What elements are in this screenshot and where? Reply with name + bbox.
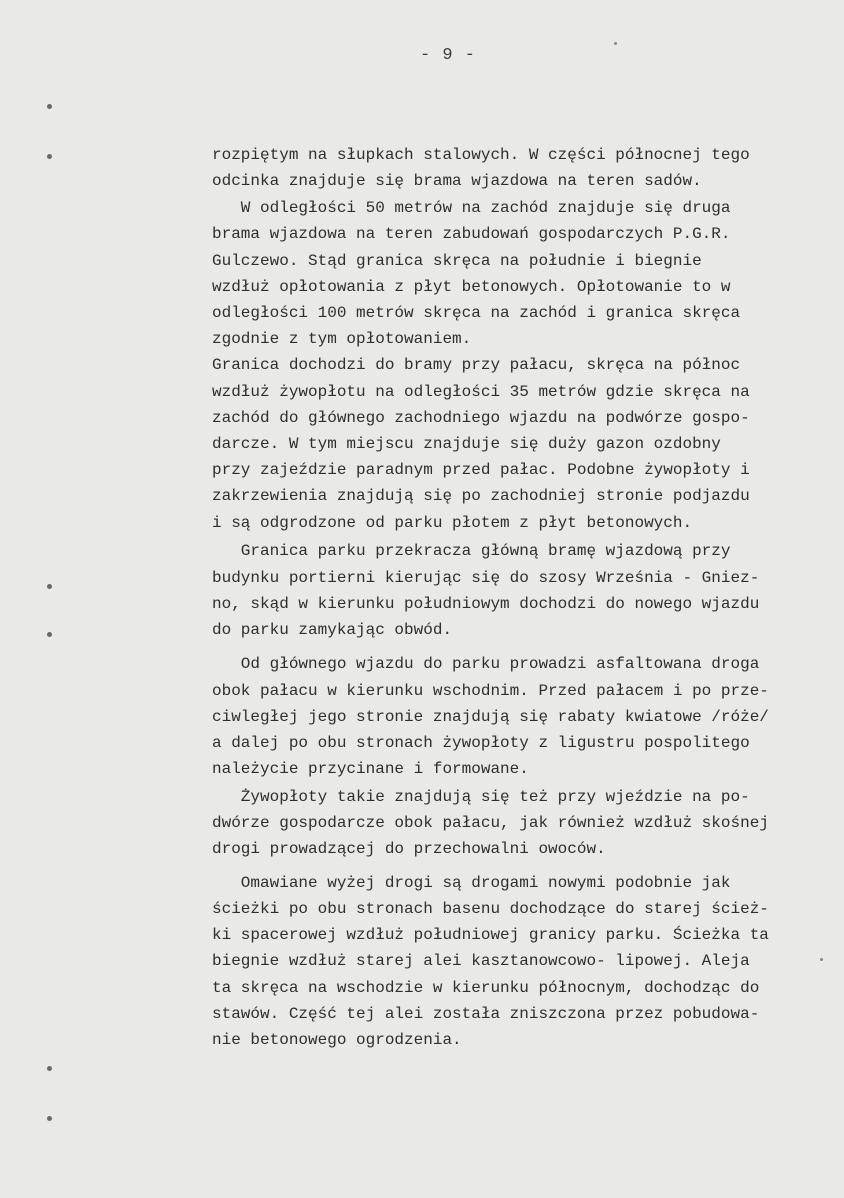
text-line: Gulczewo. Stąd granica skręca na południe i biegnie xyxy=(212,252,702,270)
text-line: budynku portierni kierując się do szosy Września - Gniez- xyxy=(212,569,760,587)
text-line: ścieżki po obu stronach basenu dochodzące do starej ścież- xyxy=(212,900,769,918)
text-line: odcinka znajduje się brama wjazdowa na teren sadów. xyxy=(212,172,702,190)
text-line: stawów. Część tej alei została zniszczona przez pobudowa- xyxy=(212,1005,760,1023)
text-line: ta skręca na wschodzie w kierunku północnym, dochodząc do xyxy=(212,979,760,997)
text-line: wzdłuż opłotowania z płyt betonowych. Opłotowanie to w xyxy=(212,278,731,296)
text-line: Omawiane wyżej drogi są drogami nowymi podobnie jak xyxy=(212,874,731,892)
binder-mark xyxy=(47,632,52,637)
text-line: Żywopłoty takie znajdują się też przy wjeździe na po- xyxy=(212,788,750,806)
text-line: nie betonowego ogrodzenia. xyxy=(212,1031,462,1049)
text-line: dwórze gospodarcze obok pałacu, jak również wzdłuż skośnej xyxy=(212,814,769,832)
text-line: odległości 100 metrów skręca na zachód i granica skręca xyxy=(212,304,741,322)
text-line: drogi prowadzącej do przechowalni owoców. xyxy=(212,840,606,858)
text-line: Granica parku przekracza główną bramę wjazdową przy xyxy=(212,542,731,560)
paper-speck xyxy=(820,958,823,961)
text-line: przy zajeździe paradnym przed pałac. Podobne żywopłoty i xyxy=(212,461,750,479)
text-line: do parku zamykając obwód. xyxy=(212,621,453,639)
text-line: i są odgrodzone od parku płotem z płyt betonowych. xyxy=(212,514,693,532)
text-line: rozpiętym na słupkach stalowych. W części północnej tego xyxy=(212,146,750,164)
text-line: wzdłuż żywopłotu na odległości 35 metrów gdzie skręca na xyxy=(212,383,750,401)
page-number: - 9 - xyxy=(420,46,477,65)
binder-mark xyxy=(47,104,52,109)
text-line: obok pałacu w kierunku wschodnim. Przed pałacem i po prze- xyxy=(212,682,769,700)
text-line: Granica dochodzi do bramy przy pałacu, skręca na północ xyxy=(212,356,741,374)
binder-mark xyxy=(47,154,52,159)
text-line: no, skąd w kierunku południowym dochodzi do nowego wjazdu xyxy=(212,595,760,613)
text-line: Od głównego wjazdu do parku prowadzi asfaltowana droga xyxy=(212,655,760,673)
text-line: zgodnie z tym opłotowaniem. xyxy=(212,330,472,348)
text-line: brama wjazdowa na teren zabudowań gospodarczych P.G.R. xyxy=(212,225,731,243)
body-text xyxy=(212,0,832,1049)
binder-mark xyxy=(47,584,52,589)
text-line: W odległości 50 metrów na zachód znajduje się druga xyxy=(212,199,731,217)
text-line: biegnie wzdłuż starej alei kasztanowcowo- lipowej. Aleja xyxy=(212,952,750,970)
text-line: a dalej po obu stronach żywopłoty z ligustru pospolitego xyxy=(212,734,750,752)
text-line: ciwległej jego stronie znajdują się rabaty kwiatowe /róże/ xyxy=(212,708,769,726)
text-line: darcze. W tym miejscu znajduje się duży gazon ozdobny xyxy=(212,435,721,453)
binder-mark xyxy=(47,1066,52,1071)
binder-mark xyxy=(47,1116,52,1121)
text-line: zachód do głównego zachodniego wjazdu na podwórze gospo- xyxy=(212,409,750,427)
text-line: należycie przycinane i formowane. xyxy=(212,760,529,778)
text-line: ki spacerowej wzdłuż południowej granicy parku. Ścieżka ta xyxy=(212,926,769,944)
text-line: zakrzewienia znajdują się po zachodniej stronie podjazdu xyxy=(212,487,750,505)
